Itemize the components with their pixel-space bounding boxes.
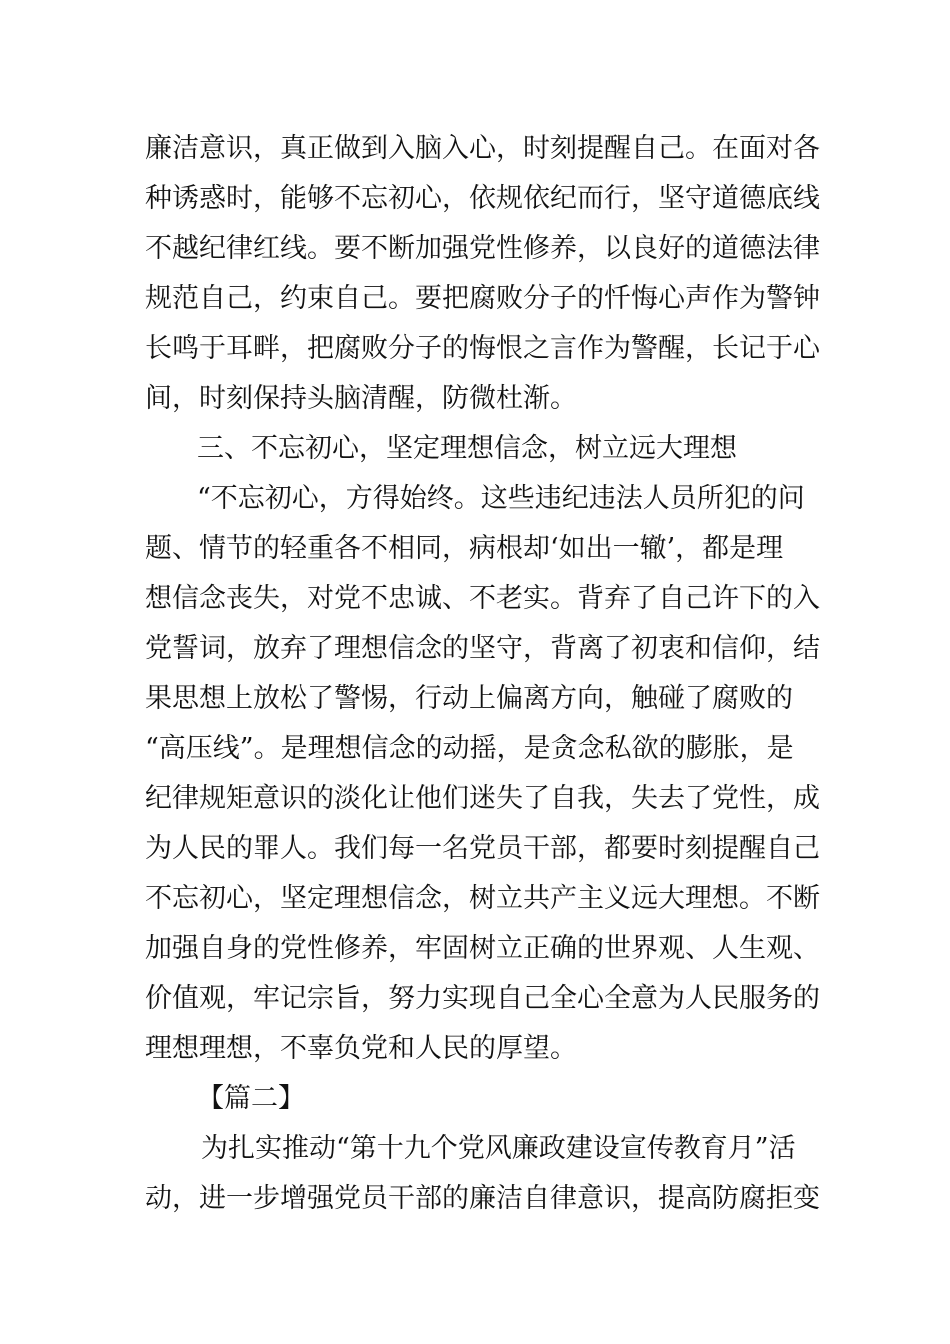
text-line: 不忘初心，坚定理想信念，树立共产主义远大理想。不断 bbox=[145, 883, 820, 914]
text-line: “高压线”。是理想信念的动摇，是贪念私欲的膨胀，是 bbox=[145, 733, 794, 764]
text-line: 种诱惑时，能够不忘初心，依规依纪而行，坚守道德底线 bbox=[145, 183, 820, 214]
text-line: 加强自身的党性修养，牢固树立正确的世界观、人生观、 bbox=[145, 933, 820, 964]
text-line: 长鸣于耳畔，把腐败分子的悔恨之言作为警醒，长记于心 bbox=[145, 333, 820, 364]
text-line: 题、情节的轻重各不相同，病根却‘如出一辙’，都是理 bbox=[145, 533, 784, 564]
text-line: 想信念丧失，对党不忠诚、不老实。背弃了自己许下的入 bbox=[145, 583, 820, 614]
text-line: 不越纪律红线。要不断加强党性修养，以良好的道德法律 bbox=[145, 233, 820, 264]
paragraph-start-line: 为扎实推动“第十九个党风廉政建设宣传教育月”活 bbox=[201, 1133, 796, 1164]
text-line: 动，进一步增强党员干部的廉洁自律意识，提高防腐拒变 bbox=[145, 1183, 820, 1214]
text-line: 党誓词，放弃了理想信念的坚守，背离了初衷和信仰，结 bbox=[145, 633, 820, 664]
part-heading: 【篇二】 bbox=[197, 1083, 305, 1114]
text-line: 价值观，牢记宗旨，努力实现自己全心全意为人民服务的 bbox=[145, 983, 820, 1014]
text-line: 果思想上放松了警惕，行动上偏离方向，触碰了腐败的 bbox=[145, 683, 793, 714]
text-line: 为人民的罪人。我们每一名党员干部，都要时刻提醒自己 bbox=[145, 833, 820, 864]
document-body bbox=[145, 124, 820, 1224]
text-line: 理想理想，不辜负党和人民的厚望。 bbox=[145, 1033, 577, 1064]
text-line: 纪律规矩意识的淡化让他们迷失了自我，失去了党性，成 bbox=[145, 783, 820, 814]
paragraph-start-line: “不忘初心，方得始终。这些违纪违法人员所犯的问 bbox=[197, 483, 805, 514]
section-heading: 三、不忘初心，坚定理想信念，树立远大理想 bbox=[197, 433, 737, 464]
text-line: 间，时刻保持头脑清醒，防微杜渐。 bbox=[145, 383, 577, 414]
text-line: 廉洁意识，真正做到入脑入心，时刻提醒自己。在面对各 bbox=[145, 133, 820, 164]
text-line: 规范自己，约束自己。要把腐败分子的忏悔心声作为警钟 bbox=[145, 283, 820, 314]
